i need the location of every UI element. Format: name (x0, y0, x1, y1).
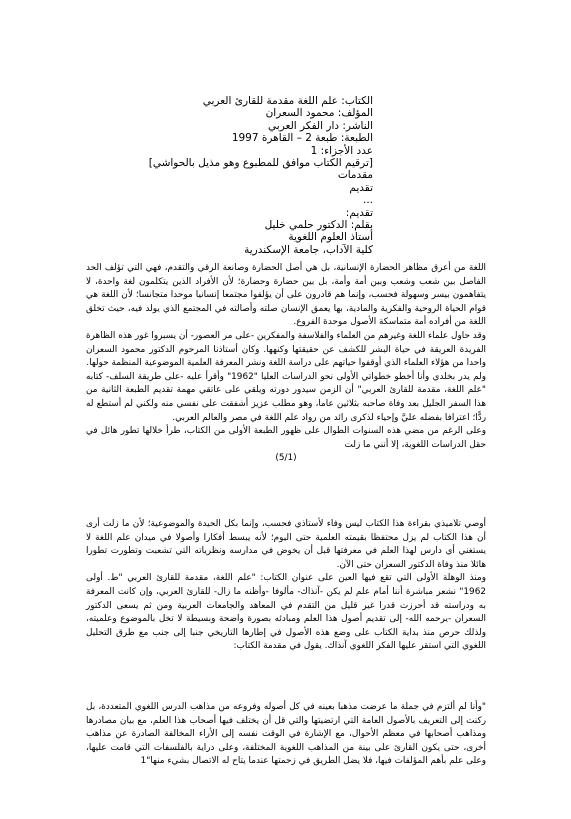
preface-heading: تقديم (349, 181, 373, 194)
pagination-note: [ترقيم الكتاب موافق للمطبوع وهو مذيل بالحواشي] (148, 157, 373, 170)
preface-author-title: أستاذ العلوم اللغوية (288, 231, 373, 244)
paragraph: ولم يدر بخلدي وأنا أخطو خطواتي الأولى نحو الدراسات العليا "1962" وأقرأ عليه -على طريقة السلف- كتابه "علم اللغة، مقدمة للقارئ العربي" أن الزمن سيدور دورته ويلقي على عاتقي مهمة تقديم الطبعة الثانية من هذا السفر الجليل بعد وفاة صاحبه بثلاثين عاما، وهو مطلب عزيز أشفقت على نفسي منه ولكني لم أستطع له ردًّا؛ اعترافا بفضله عليَّ وإحياء لذكرى رائد من رواد علم اللغة في مصر والعالم العربي. (86, 371, 486, 423)
preface-author: بقلم: الدكتور حلمي خليل (264, 219, 373, 232)
edition-line: الطبعة: طبعة 2 – القاهرة 1997 (231, 132, 373, 145)
introductions-heading: مقدمات (337, 169, 373, 182)
paragraph: أوصي تلاميذي بقراءة هذا الكتاب ليس وفاء لأستاذي فحسب، وإنما بكل الحيدة والموضوعية؛ لأن ما زلت أرى أن هذا الكتاب لم يزل محتفظا بقيمته العلمية حتى اليوم؛ لأنه يبسط أفكارا وأصولا في ميدان علم اللغة لا يستغني أي دارس لهذا العلم في معرفتها قبل أن يخوض في مدارسه ونظرياته التي تشعبت وتطورت تطورا هائلا منذ وفاة الدكتور السعران حتى الآن. (86, 519, 486, 570)
paragraph: وقد حاول علماء اللغة وغيرهم من العلماء والفلاسفة والمفكرين -على مر العصور- أن يسبروا غور هذه الظاهرة الفريدة العريقة في حياة البشر للكشف عن حقيقتها وكنهها. وكان أستاذنا المرحوم الدكتور محمود السعران واحدا من هؤلاء العلماء الذي أوقفوا حياتهم على دراسة اللغة ونشر المعرفة العلمية الموضوعية المنظمة حولها. (86, 330, 486, 369)
book-metadata (148, 95, 373, 256)
body-section-3 (86, 701, 486, 769)
paragraph: اللغة من أعرق مظاهر الحضارة الإنسانية، بل هي أصل الحضارة وصانعة الرقي والتقدم، فهي التي تؤلف الحد الفاصل بين شعب وشعب وبين أمة وأمة، بل بين حضارة وحضارة؛ لأن الأفراد الذين يتكلمون لغة واحدة، لا يتفاهمون بيسر وسهولة فحسب، وإنما هم قادرون على أن يؤلفوا مجتمعا إنسانيا موحدا متجانسا؛ لأن اللغة هي قوام الحياة الروحية والفكرية والمادية، بها يعمق الإنسان صلته وأصالته في المجتمع الذي يولد فيه، حيث تخلق اللغة من أفراده أمة متماسكة الأصول موحدة الفروع. (86, 263, 486, 328)
book-title-line: الكتاب: علم اللغة مقدمة للقارئ العربي (202, 95, 373, 107)
paragraph: ومنذ الوهلة الأولى التي تقع فيها العين على عنوان الكتاب: "علم اللغة، مقدمة للقارئ العربي "ط. أولى 1962" نشعر مباشرة أننا أمام علم لم يكن -آنذاك- مألوفا -وأظنه ما زال- للقارئ العربي، وإن كانت المعرفة به ودراسته قد أحرزت قدرا غير قليل من التقدم في المعاهد والجامعات العربية ومن ثم يسعى الدكتور السعران -يرحمه الله- إلى تقديم أصول هذا العلم ومبادئه بصورة واضحة وبسيطة لا تخل بالموضوع وعلميته، ولذلك حرص منذ بداية الكتاب على وضع هذه الأصول في إطارها التاريخي جنبا إلى جنب مع طرق التحليل اللغوي التي استقر عليها الفكر اللغوي آنذاك. يقول في مقدمة الكتاب: (86, 573, 486, 652)
parts-line: عدد الأجزاء: 1 (310, 144, 373, 157)
publisher-line: الناشر: دار الفكر العربي (268, 119, 373, 132)
page-number: (5/1) (275, 453, 297, 464)
paragraph: وعلى الرغم من مضي هذه السنوات الطوال على ظهور الطبعة الأولى من الكتاب، طرأ خلالها تطور هائل في حقل الدراسات اللغوية، إلا أنني ما زلت (86, 426, 486, 450)
body-section-2 (86, 518, 486, 654)
preface-label: تقديم: (345, 206, 373, 219)
body-section-1 (86, 262, 486, 466)
quotation-paragraph: "وأنا لم ألتزم في جملة ما عرضت مذهبا بعينه في كل أصوله وفروعه من مذاهب الدرس اللغوي المتعددة، بل ركنت إلى التعريف بالأصول العامة التي ارتضيتها والتي قل أن يختلف فيها أصحاب هذا العلم، مع بيان مصادرها ومذاهب أصحابها في معظم الأحوال، مع الإشارة في الوقت نفسه إلى الأراء المخالفة الصادرة عن مذاهب أخرى، حتى يكون القارئ على بينة من المذاهب اللغوية المختلفة، وعلى دراية بالفلسفات التي قامت عليها، وعلى علم بأهم المؤلفات فيها، فلا يضل الطريق في زحمتها عندما يتاح له الاتصال بشيء منها"1 (86, 702, 486, 767)
author-line: المؤلف: محمود السعران (265, 107, 373, 120)
preface-author-affiliation: كلية الآداب، جامعة الإسكندرية (244, 243, 373, 256)
ellipsis: ... (362, 194, 373, 207)
